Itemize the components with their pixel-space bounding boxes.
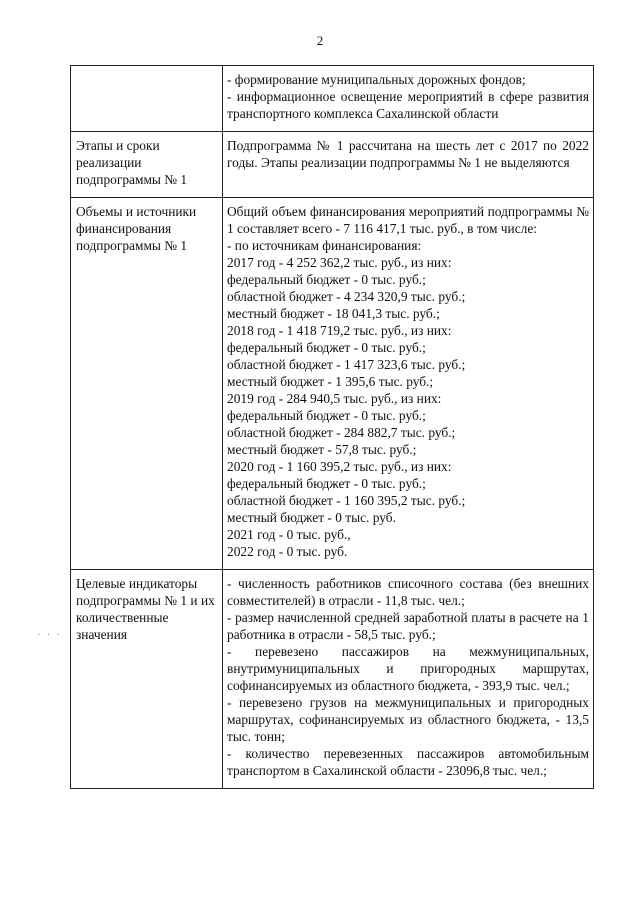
financing-year-2017-line: 2017 год - 4 252 362,2 тыс. руб., из них:: [227, 255, 452, 270]
financing-year-2019-line: 2019 год - 284 940,5 тыс. руб., из них:: [227, 391, 442, 406]
indicator-line: - перевезено пассажиров на межмуниципальных, внутримуниципальных и пригородных маршрутах, софинансируемых из областного бюджета, - 393,9 тыс. чел.;: [227, 644, 589, 693]
table-row-indicators: [71, 570, 594, 789]
financing-year-2020-line: 2020 год - 1 160 395,2 тыс. руб., из них:: [227, 459, 452, 474]
row-label-indicators: Целевые индикаторы подпрограммы № 1 и их количественные значения: [71, 570, 223, 789]
indicator-line: - размер начисленной средней заработной платы в расчете на 1 работника в отрасли - 58,5 тыс. руб.;: [227, 610, 589, 642]
row-label-empty: [71, 66, 223, 132]
indicator-line: - количество перевезенных пассажиров автомобильным транспортом в Сахалинской области - 23096,8 тыс. чел.;: [227, 746, 589, 778]
financing-local-line: местный бюджет - 57,8 тыс. руб.;: [227, 442, 417, 457]
margin-scan-mark: · · ·: [37, 630, 62, 641]
financing-year-2018-line: 2018 год - 1 418 719,2 тыс. руб., из них:: [227, 323, 452, 338]
indicator-line: - перевезено грузов на межмуниципальных и пригородных маршрутах, софинансируемых из областного бюджета, - 13,5 тыс. тонн;: [227, 695, 589, 744]
financing-year-2022-line: 2022 год - 0 тыс. руб.: [227, 544, 348, 559]
financing-regional-line: областной бюджет - 284 882,7 тыс. руб.;: [227, 425, 456, 440]
financing-total-line: Общий объем финансирования мероприятий подпрограммы № 1 составляет всего - 7 116 417,1 тыс. руб., в том числе:: [227, 204, 589, 236]
row-label-stages: Этапы и сроки реализации подпрограммы № 1: [71, 132, 223, 198]
financing-regional-line: областной бюджет - 4 234 320,9 тыс. руб.;: [227, 289, 466, 304]
content-line: - формирование муниципальных дорожных фондов;: [227, 72, 526, 87]
financing-federal-line: федеральный бюджет - 0 тыс. руб.;: [227, 476, 426, 491]
financing-local-line: местный бюджет - 18 041,3 тыс. руб.;: [227, 306, 440, 321]
content-line: - информационное освещение мероприятий в сфере развития транспортного комплекса Сахалинской области: [227, 89, 589, 121]
indicator-line: - численность работников списочного состава (без внешних совместителей) в отрасли - 11,8 тыс. чел.;: [227, 576, 589, 608]
row-content-goals: [223, 66, 594, 132]
row-content-stages: [223, 132, 594, 198]
financing-federal-line: федеральный бюджет - 0 тыс. руб.;: [227, 272, 426, 287]
financing-local-line: местный бюджет - 1 395,6 тыс. руб.;: [227, 374, 434, 389]
financing-regional-line: областной бюджет - 1 417 323,6 тыс. руб.;: [227, 357, 466, 372]
row-label-financing: Объемы и источники финансирования подпрограммы № 1: [71, 198, 223, 570]
financing-sources-line: - по источникам финансирования:: [227, 238, 422, 253]
financing-federal-line: федеральный бюджет - 0 тыс. руб.;: [227, 408, 426, 423]
financing-year-2021-line: 2021 год - 0 тыс. руб.,: [227, 527, 351, 542]
financing-local-line: местный бюджет - 0 тыс. руб.: [227, 510, 396, 525]
content-line: Подпрограмма № 1 рассчитана на шесть лет с 2017 по 2022 годы. Этапы реализации подпрограммы № 1 не выделяются: [227, 138, 589, 170]
row-content-financing: [223, 198, 594, 570]
table-row-financing: [71, 198, 594, 570]
page-number: 2: [316, 33, 324, 48]
financing-federal-line: федеральный бюджет - 0 тыс. руб.;: [227, 340, 426, 355]
table-row-goals-continued: [71, 66, 594, 132]
row-content-indicators: [223, 570, 594, 789]
financing-regional-line: областной бюджет - 1 160 395,2 тыс. руб.;: [227, 493, 466, 508]
table-row-stages: [71, 132, 594, 198]
passport-table: [70, 65, 594, 789]
